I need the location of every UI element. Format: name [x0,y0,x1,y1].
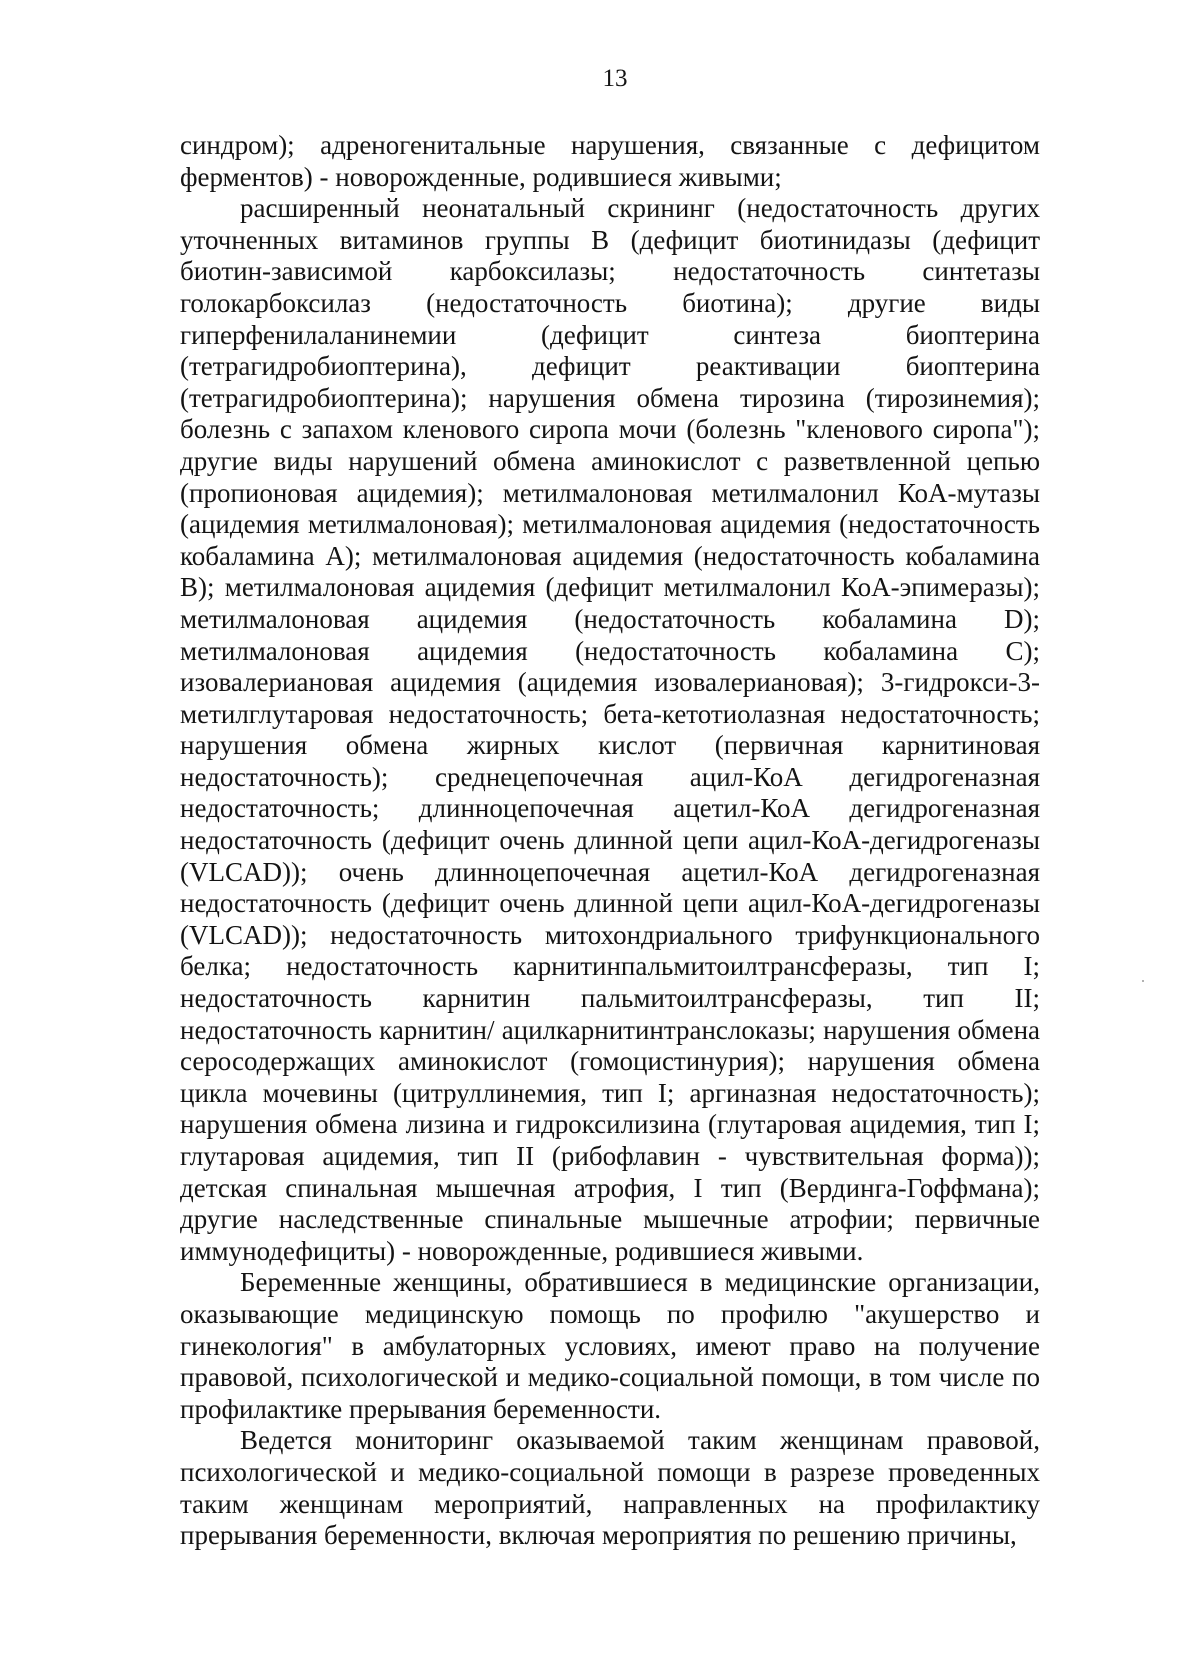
scan-speck [1142,980,1144,982]
paragraph-monitoring: Ведется мониторинг оказываемой таким женщинам правовой, психологической и медико-социальной помощи в разрезе проведенных таким женщинам мероприятий, направленных на профилактику прерывания беременности, включая мероприятия по решению причины, [180,1425,1040,1551]
paragraph-extended-neonatal-screening: расширенный неонатальный скрининг (недостаточность других уточненных витаминов группы В (дефицит биотинидазы (дефицит биотин-зависимой карбоксилазы; недостаточность синтетазы голокарбоксилаз (недостаточность биотина); другие виды гиперфенилаланинемии (дефицит синтеза биоптерина (тетрагидробиоптерина), дефицит реактивации биоптерина (тетрагидробиоптерина); нарушения обмена тирозина (тирозинемия); болезнь с запахом кленового сиропа мочи (болезнь "кленового сиропа"); другие виды нарушений обмена аминокислот с разветвленной цепью (пропионовая ацидемия); метилмалоновая метилмалонил КоА-мутазы (ацидемия метилмалоновая); метилмалоновая ацидемия (недостаточность кобаламина А); метилмалоновая ацидемия (недостаточность кобаламина В); метилмалоновая ацидемия (дефицит метилмалонил КоА-эпимеразы); метилмалоновая ацидемия (недостаточность кобаламина D); метилмалоновая ацидемия (недостаточность кобаламина С); изовалериановая ацидемия (ацидемия изовалериановая); 3-гидрокси-3-метилглутаровая недостаточность; бета-кетотиолазная недостаточность; нарушения обмена жирных кислот (первичная карнитиновая недостаточность); среднецепочечная ацил-КоА дегидрогеназная недостаточность; длинноцепочечная ацетил-КоА дегидрогеназная недостаточность (дефицит очень длинной цепи ацил-КоА-дегидрогеназы (VLCAD)); очень длинноцепочечная ацетил-КоА дегидрогеназная недостаточность (дефицит очень длинной цепи ацил-КоА-дегидрогеназы (VLCAD)); недостаточность митохондриального трифункционального белка; недостаточность карнитинпальмитоилтрансферазы, тип I; недостаточность карнитин пальмитоилтрансферазы, тип II; недостаточность карнитин/ ацилкарнитинтранслоказы; нарушения обмена серосодержащих аминокислот (гомоцистинурия); нарушения обмена цикла мочевины (цитруллинемия, тип I; аргиназная недостаточность); нарушения обмена лизина и гидроксилизина (глутаровая ацидемия, тип I; глутаровая ацидемия, тип II (рибофлавин - чувствительная форма)); детская спинальная мышечная атрофия, I тип (Вердинга-Гоффмана); другие наследственные спинальные мышечные атрофии; первичные иммунодефициты) - новорожденные, родившиеся живыми. [180,193,1040,1266]
paragraph-pregnant-women-rights: Беременные женщины, обратившиеся в медицинские организации, оказывающие медицинскую помощь по профилю "акушерство и гинекология" в амбулаторных условиях, имеют право на получение правовой, психологической и медико-социальной помощи, в том числе по профилактике прерывания беременности. [180,1267,1040,1424]
paragraph-continuation: синдром); адреногенитальные нарушения, связанные с дефицитом ферментов) - новорожденные, родившиеся живыми; [180,130,1040,192]
document-body [180,130,1040,1552]
page-number: 13 [602,65,628,92]
